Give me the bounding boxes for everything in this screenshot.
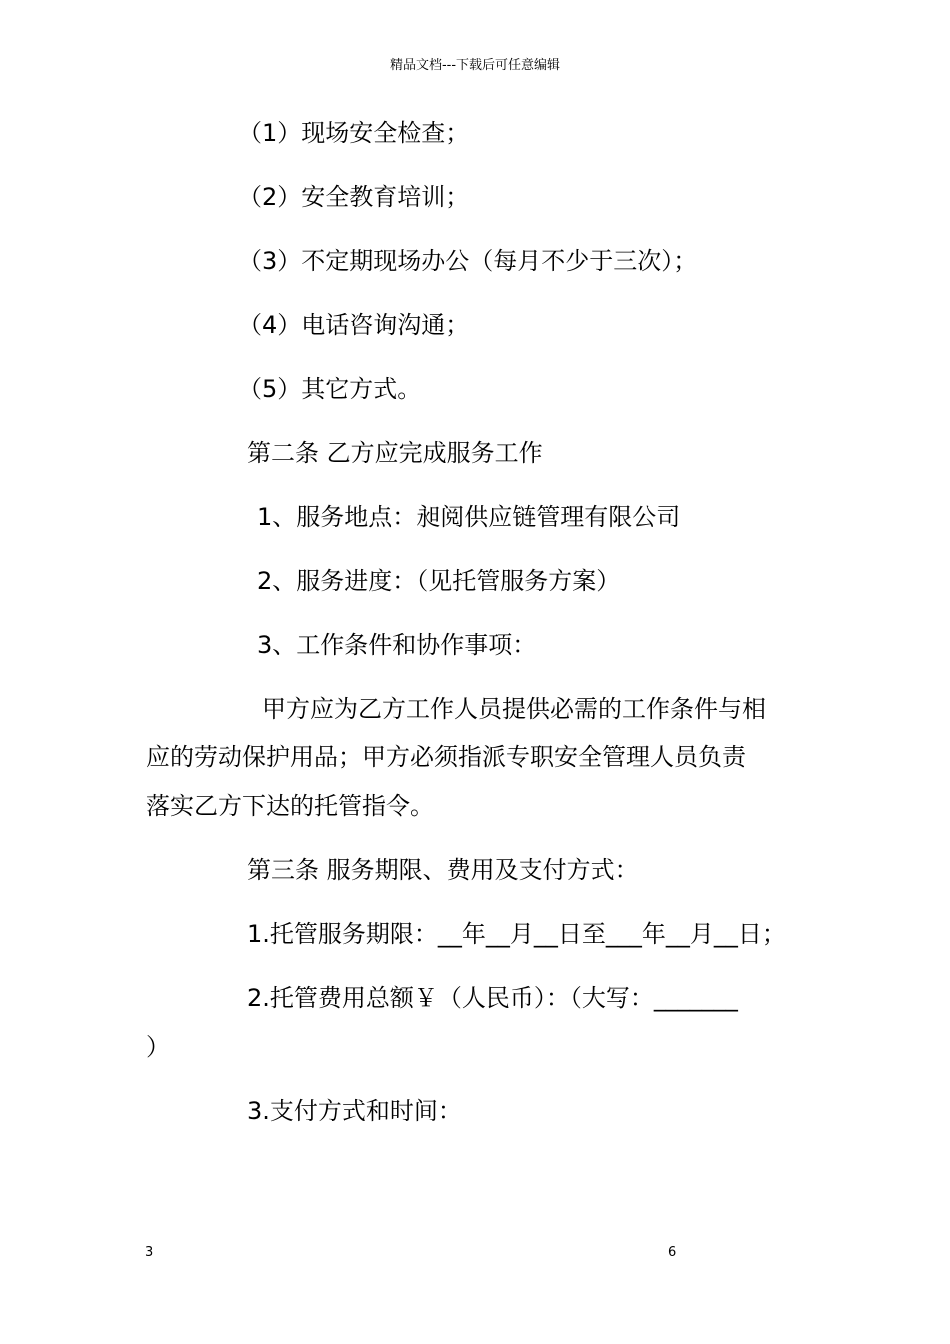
footer-left-page-number: 3 [145,1245,154,1260]
item-2-line: （2）安全教育培训； [238,183,470,211]
item-5-line: （5）其它方式。 [238,375,422,403]
footer-right-page-number: 6 [668,1245,677,1260]
paragraph-line-2: 应的劳动保护用品；甲方必须指派专职安全管理人员负责 [146,743,746,771]
article-3-heading: 第三条 服务期限、费用及支付方式： [247,856,639,884]
service-location-line: 1、服务地点：昶阅供应链管理有限公司 [257,503,681,531]
paragraph-line-1: 甲方应为乙方工作人员提供必需的工作条件与相 [262,695,766,723]
total-fee-line: 2.托管费用总额￥（人民币）：（大写：_______ [247,984,738,1012]
item-4-line: （4）电话咨询沟通； [238,311,470,339]
total-fee-line-continued: ） [146,1033,170,1061]
payment-method-line: 3.支付方式和时间： [247,1097,462,1125]
article-2-heading: 第二条 乙方应完成服务工作 [247,439,543,467]
item-3-line: （3）不定期现场办公（每月不少于三次）； [238,247,698,275]
service-progress-line: 2、服务进度：（见托管服务方案） [257,567,621,595]
page-header: 精品文档---下载后可任意编辑 [389,58,561,73]
service-term-line: 1.托管服务期限：__年__月__日至___年__月__日； [247,920,786,948]
item-1-line: （1）现场安全检查； [238,119,470,147]
work-conditions-line: 3、工作条件和协作事项： [257,631,537,659]
paragraph-line-3: 落实乙方下达的托管指令。 [146,792,434,820]
